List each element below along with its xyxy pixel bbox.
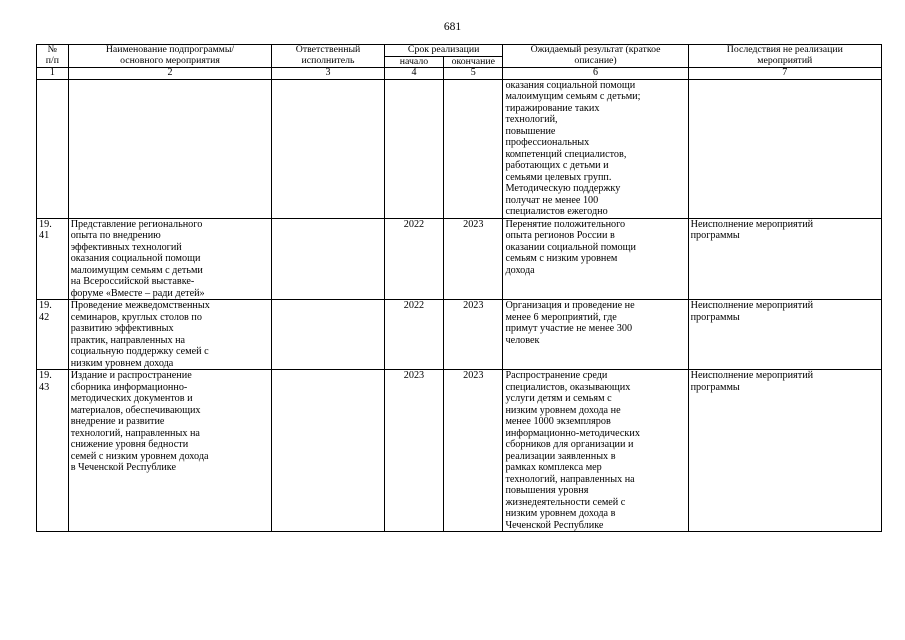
column-number: 6: [503, 68, 688, 80]
cell-responsible: [272, 370, 385, 532]
cell-name: [68, 79, 272, 218]
cell-consequence: Неисполнение мероприятий программы: [688, 218, 881, 300]
cell-responsible: [272, 218, 385, 300]
cell-consequence: Неисполнение мероприятий программы: [688, 300, 881, 370]
column-number: 1: [37, 68, 69, 80]
cell-num: 19. 41: [37, 218, 69, 300]
table-row: [37, 300, 882, 370]
cell-end: 2023: [444, 370, 503, 532]
cell-end: 2023: [444, 300, 503, 370]
page-number: 681: [443, 21, 462, 33]
column-number: 5: [444, 68, 503, 80]
cell-result: Организация и проведение не менее 6 мероприятий, где примут участие не менее 300 человек: [503, 300, 688, 370]
cell-consequence: [688, 79, 881, 218]
header-end: окончание: [444, 56, 503, 68]
cell-start: 2023: [384, 370, 443, 532]
cell-responsible: [272, 79, 385, 218]
cell-num: 19. 42: [37, 300, 69, 370]
program-table: [36, 44, 882, 532]
cell-start: 2022: [384, 218, 443, 300]
header-result: Ожидаемый результат (краткое описание): [503, 45, 688, 68]
cell-name: Издание и распространение сборника информационно- методических документов и материалов, обеспечивающих внедрение и развитие технологий, направленных на снижение уровня бедности семей с низким уровнем дохода в Чеченской Республике: [68, 370, 272, 532]
column-number: 2: [68, 68, 272, 80]
header-start: начало: [384, 56, 443, 68]
column-number-row: [37, 68, 882, 80]
header-name: Наименование подпрограммы/ основного мероприятия: [68, 45, 272, 68]
header-row-top: [37, 45, 882, 57]
column-number: 3: [272, 68, 385, 80]
column-number: 4: [384, 68, 443, 80]
table-row: [37, 218, 882, 300]
continuation-row: [37, 79, 882, 218]
cell-name: Проведение межведомственных семинаров, круглых столов по развитию эффективных практик, направленных на социальную поддержку семей с низким уровнем дохода: [68, 300, 272, 370]
cell-name: Представление регионального опыта по внедрению эффективных технологий оказания социальной помощи малоимущим семьям с детьми на Всероссийской выставке- форуме «Вместе – ради детей»: [68, 218, 272, 300]
header-number: № п/п: [37, 45, 69, 68]
cell-result: оказания социальной помощи малоимущим семьям с детьми; тиражирование таких технологий, повышение профессиональных компетенций специалистов, работающих с детьми и семьями целевых групп. Методическую поддержку получат не менее 100 специалистов ежегодно: [503, 79, 688, 218]
header-consequence: Последствия не реализации мероприятий: [688, 45, 881, 68]
cell-num: 19. 43: [37, 370, 69, 532]
header-responsible: Ответственный исполнитель: [272, 45, 385, 68]
cell-end: [444, 79, 503, 218]
cell-result: Распространение среди специалистов, оказывающих услуги детям и семьям с низким уровнем дохода не менее 1000 экземпляров информационно-методических сборников для организации и реализации заявленных в рамках комплекса мер технологий, направленных на повышения уровня жизнедеятельности семей с низким уровнем дохода в Чеченской Республике: [503, 370, 688, 532]
table-row: [37, 370, 882, 532]
cell-consequence: Неисполнение мероприятий программы: [688, 370, 881, 532]
cell-responsible: [272, 300, 385, 370]
header-period: Срок реализации: [384, 45, 503, 57]
cell-end: 2023: [444, 218, 503, 300]
cell-num: [37, 79, 69, 218]
cell-result: Перенятие положительного опыта регионов России в оказании социальной помощи семьям с низким уровнем дохода: [503, 218, 688, 300]
column-number: 7: [688, 68, 881, 80]
cell-start: 2022: [384, 300, 443, 370]
cell-start: [384, 79, 443, 218]
